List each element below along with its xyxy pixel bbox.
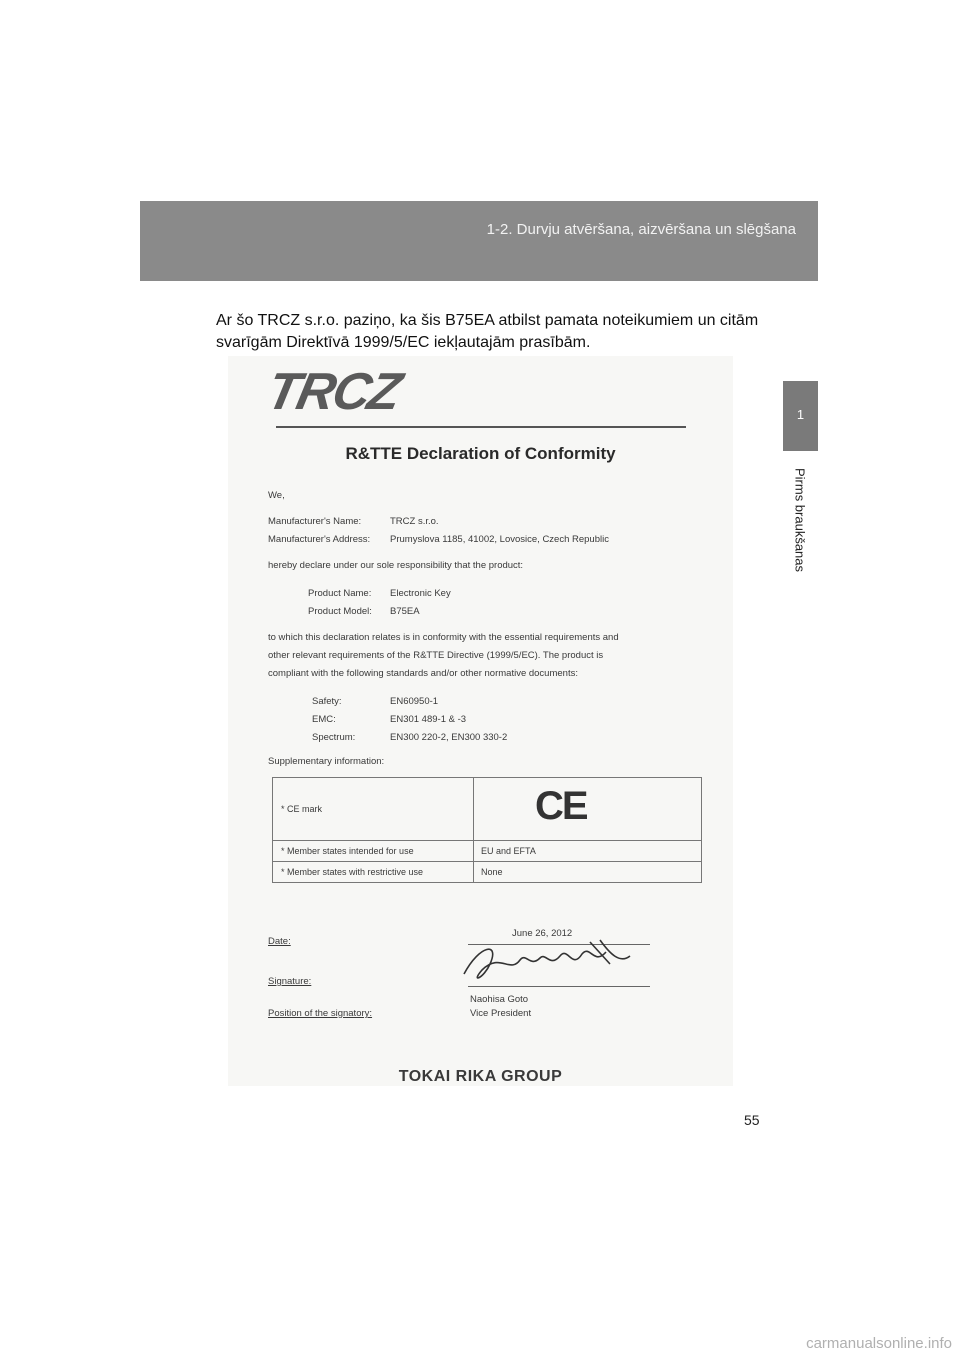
intro-paragraph — [216, 310, 776, 354]
signatory-name: Naohisa Goto — [470, 994, 529, 1005]
ce-mark-label: * CE mark — [281, 804, 323, 814]
header-rule — [276, 426, 686, 428]
table-divider — [473, 778, 474, 882]
chapter-tab — [783, 381, 818, 451]
signature-label: Signature: — [268, 976, 312, 987]
safety-label: Safety: — [312, 696, 342, 707]
chapter-label: Pirms braukšanas — [792, 467, 808, 573]
conformity-line-2: other relevant requirements of the R&TTE Directive (1999/5/EC). The product is — [268, 650, 604, 661]
chapter-number: 1 — [796, 407, 805, 422]
table-row-separator — [273, 861, 701, 862]
intro-line-1: Ar šo TRCZ s.r.o. paziņo, ka šis B75EA atbilst pamata noteikumiem un citām — [216, 312, 759, 329]
safety-standard: EN60950-1 — [390, 696, 439, 707]
declaration-scan — [228, 356, 733, 1086]
conformity-line-1: to which this declaration relates is in conformity with the essential requirements and — [268, 632, 619, 643]
spectrum-standard: EN300 220-2, EN300 330-2 — [390, 732, 508, 743]
table-row-separator — [273, 840, 701, 841]
chapter-header-band — [140, 201, 818, 281]
spectrum-label: Spectrum: — [312, 732, 356, 743]
manufacturer-name: TRCZ s.r.o. — [390, 516, 439, 527]
position-label: Position of the signatory: — [268, 1008, 373, 1019]
trcz-logo: TRCZ — [261, 363, 405, 421]
manufacturer-address: Prumyslova 1185, 41002, Lovosice, Czech Republic — [390, 534, 609, 545]
intended-use-value: EU and EFTA — [481, 846, 536, 856]
manufacturer-address-label: Manufacturer's Address: — [268, 534, 371, 545]
ce-info-table — [272, 777, 702, 883]
signatory-position: Vice President — [470, 1008, 532, 1019]
restrictive-use-value: None — [481, 867, 503, 877]
restrictive-use-label: * Member states with restrictive use — [281, 867, 424, 877]
conformity-line-3: compliant with the following standards and/or other normative documents: — [268, 668, 578, 679]
intended-use-label: * Member states intended for use — [281, 846, 414, 856]
tokai-rika-logo: TOKAI RIKA GROUP — [398, 1068, 563, 1085]
emc-standard: EN301 489-1 & -3 — [390, 714, 467, 725]
signature-line — [468, 986, 650, 987]
declaration-title: R&TTE Declaration of Conformity — [345, 444, 616, 463]
signature-image — [460, 934, 640, 990]
date-label: Date: — [268, 936, 291, 947]
date-value: June 26, 2012 — [512, 928, 573, 939]
emc-label: EMC: — [312, 714, 336, 725]
product-name: Electronic Key — [390, 588, 451, 599]
product-name-label: Product Name: — [308, 588, 372, 599]
supplementary-label: Supplementary information: — [268, 756, 385, 767]
product-model: B75EA — [390, 606, 420, 617]
manufacturer-name-label: Manufacturer's Name: — [268, 516, 362, 527]
intro-line-2: svarīgām Direktīvā 1999/5/EC iekļautajām prasībām. — [216, 334, 591, 351]
we-text: We, — [268, 490, 285, 501]
hereby-text: hereby declare under our sole responsibility that the product: — [268, 560, 524, 571]
watermark: carmanualsonline.info — [806, 1335, 952, 1352]
section-title: 1-2. Durvju atvēršana, aizvēršana un slēgšana — [486, 221, 796, 238]
page-number: 55 — [744, 1112, 760, 1128]
ce-mark-icon: CE — [535, 784, 587, 828]
product-model-label: Product Model: — [308, 606, 372, 617]
